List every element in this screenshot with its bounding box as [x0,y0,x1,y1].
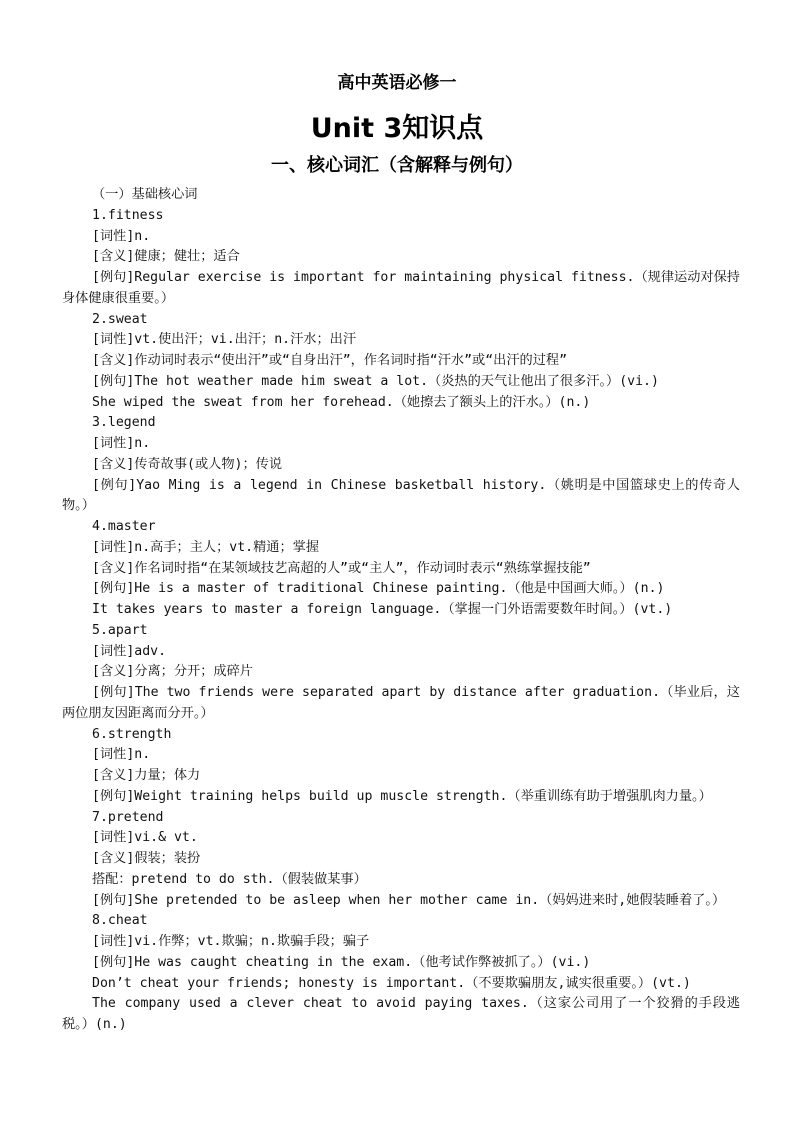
example-sentence: She wiped the sweat from her forehead.（她擦去了额头上的汗水。）(n.) [92,394,591,410]
meaning: [含义]作名词时指“在某领域技艺高超的人”或“主人”，作动词时表示“熟练掌握技能” [92,560,591,576]
example-sentence: [例句]Yao Ming is a legend in Chinese basketball history.（姚明是中国篮球史上的传奇人物。） [62,477,740,514]
subsection-heading: （一）基础核心词 [92,187,198,202]
unit-heading: Unit 3知识点 [310,113,484,144]
example-sentence: [例句]Weight training helps build up muscle strength.（举重训练有助于增强肌肉力量。） [92,788,712,804]
example-sentence: [例句]He was caught cheating in the exam.（他考试作弊被抓了。）(vi.) [92,954,591,970]
part-of-speech: [词性]adv. [92,643,167,659]
part-of-speech: [词性]vt.使出汗；vi.出汗；n.汗水；出汗 [92,332,357,348]
part-of-speech: [词性]n. [92,228,151,244]
part-of-speech: [词性]n.高手；主人；vt.精通；掌握 [92,539,320,555]
meaning: [含义]健康；健壮；适合 [92,249,240,265]
word-headword: 4.master [92,519,156,534]
word-headword: 8.cheat [92,913,148,929]
example-sentence: [例句]The hot weather made him sweat a lot.（炎热的天气让他出了很多汗。）(vi.) [92,373,659,389]
meaning: [含义]传奇故事(或人物)；传说 [92,456,283,472]
example-sentence: Don’t cheat your friends; honesty is important.（不要欺骗朋友,诚实很重要。）(vt.) [92,975,691,991]
example-sentence: [例句]The two friends were separated apart by distance after graduation.（毕业后，这两位朋友因距离而分开。） [62,685,740,721]
part-of-speech: [词性]n. [92,747,151,763]
word-headword: 7.pretend [92,809,164,825]
section-heading: 一、核心词汇（含解释与例句） [271,155,523,176]
collocation: 搭配：pretend to do sth.（假装做某事） [92,871,367,887]
example-sentence: It takes years to master a foreign language.（掌握一门外语需要数年时间。）(vt.) [92,602,673,617]
word-headword: 3.legend [92,415,156,431]
example-sentence: [例句]Regular exercise is important for maintaining physical fitness.（规律运动对保持身体健康很重要。） [62,270,740,306]
part-of-speech: [词性]n. [92,436,151,451]
meaning: [含义]假装；装扮 [92,851,201,866]
word-headword: 1.fitness [92,207,164,223]
meaning: [含义]分离；分开；成碎片 [92,664,253,680]
meaning: [含义]力量；体力 [92,768,201,783]
example-sentence: [例句]He is a master of traditional Chinese painting.（他是中国画大师。）(n.) [92,581,665,597]
vocabulary-content [62,185,740,1036]
word-headword: 6.strength [92,726,172,742]
part-of-speech: [词性]vi.作弊；vt.欺骗；n.欺骗手段；骗子 [92,934,370,949]
meaning: [含义]作动词时表示“使出汗”或“自身出汗”，作名词时指“汗水”或“出汗的过程” [92,353,568,368]
example-sentence: [例句]She pretended to be asleep when her mother came in.（妈妈进来时,她假装睡着了。） [92,892,726,908]
document-title: 高中英语必修一 [337,73,457,93]
example-sentence: The company used a clever cheat to avoid paying taxes.（这家公司用了一个狡猾的手段逃税。）(n.) [62,996,740,1032]
part-of-speech: [词性]vi.& vt. [92,830,198,846]
word-headword: 5.apart [92,622,148,638]
word-headword: 2.sweat [92,311,148,327]
